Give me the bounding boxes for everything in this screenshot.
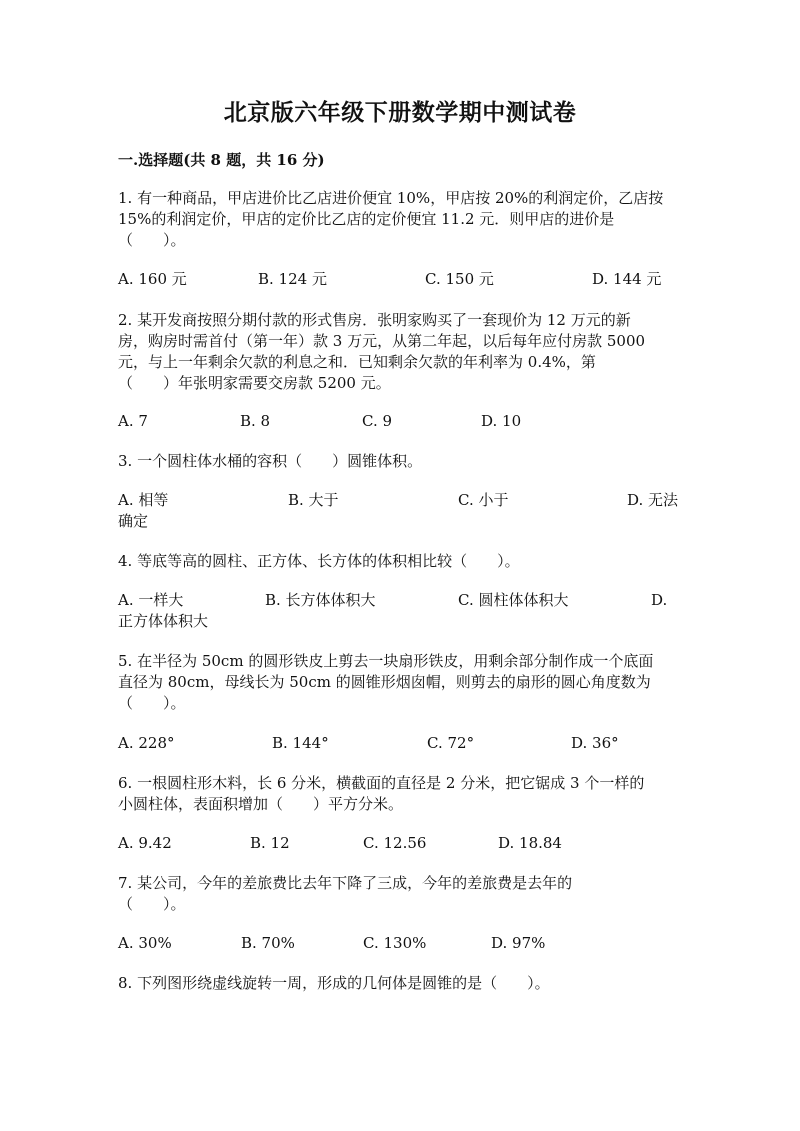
option-b[interactable]: B. 12 — [250, 834, 290, 852]
option-c[interactable]: C. 72° — [427, 734, 475, 752]
option-d[interactable]: D. — [651, 591, 668, 609]
option-b[interactable]: B. 大于 — [288, 491, 339, 509]
option-d-continuation: 正方体体积大 — [118, 612, 209, 630]
section-heading: 一.选择题(共 8 题，共 16 分) — [118, 151, 325, 169]
option-a[interactable]: A. 7 — [118, 412, 148, 430]
option-c[interactable]: C. 130% — [363, 934, 427, 952]
option-a[interactable]: A. 228° — [118, 734, 175, 752]
question-7-options — [118, 933, 678, 975]
question-6-options — [118, 833, 678, 875]
question-3-stem: 3. 一个圆柱体水桶的容积（ ）圆锥体积。 — [118, 452, 423, 470]
option-d-continuation: 确定 — [118, 512, 149, 530]
option-a[interactable]: A. 一样大 — [118, 591, 184, 609]
option-b[interactable]: B. 144° — [272, 734, 329, 752]
question-7-stem: 7. 某公司，今年的差旅费比去年下降了三成，今年的差旅费是去年的 （ ）。 — [118, 874, 573, 913]
question-4-stem: 4. 等底等高的圆柱、正方体、长方体的体积相比较（ ）。 — [118, 552, 520, 570]
option-c[interactable]: C. 12.56 — [363, 834, 427, 852]
option-b[interactable]: B. 70% — [241, 934, 295, 952]
question-1-stem: 1. 有一种商品，甲店进价比乙店进价便宜 10%，甲店按 20%的利润定价，乙店按 15%的利润定价，甲店的定价比乙店的定价便宜 11.2 元．则甲店的进价是 （ ）。 — [118, 189, 664, 249]
question-5-stem: 5. 在半径为 50cm 的圆形铁皮上剪去一块扇形铁皮，用剩余部分制作成一个底面 直径为 80cm，母线长为 50cm 的圆锥形烟囱帽，则剪去的扇形的圆心角度数为 （ ）。 — [118, 652, 654, 712]
option-a[interactable]: A. 相等 — [118, 491, 169, 509]
question-2-stem: 2. 某开发商按照分期付款的形式售房．张明家购买了一套现价为 12 万元的新 房，购房时需首付（第一年）款 3 万元，从第二年起，以后每年应付房款 5000 元，与上一年剩余欠款的利息之和．已知剩余欠款的年利率为 0.4%，第 （ ）年张明家需要交房款 5200 元。 — [118, 311, 646, 392]
question-8-stem: 8. 下列图形绕虚线旋转一周，形成的几何体是圆锥的是（ ）。 — [118, 974, 550, 992]
question-4-options — [118, 590, 678, 632]
option-c[interactable]: C. 小于 — [458, 491, 509, 509]
question-5-options — [118, 733, 678, 775]
option-d[interactable]: D. 18.84 — [498, 834, 562, 852]
question-2-options — [118, 411, 678, 453]
option-d[interactable]: D. 无法 — [627, 491, 679, 509]
option-d[interactable]: D. 36° — [571, 734, 619, 752]
question-6-stem: 6. 一根圆柱形木料，长 6 分米，横截面的直径是 2 分米，把它锯成 3 个一样的 小圆柱体，表面积增加（ ）平方分米。 — [118, 774, 645, 813]
option-c[interactable]: C. 150 元 — [425, 270, 494, 288]
option-d[interactable]: D. 144 元 — [592, 270, 662, 288]
exam-title: 北京版六年级下册数学期中测试卷 — [223, 99, 577, 126]
option-b[interactable]: B. 长方体体积大 — [265, 591, 376, 609]
question-1-options — [118, 269, 678, 311]
option-c[interactable]: C. 9 — [362, 412, 393, 430]
option-d[interactable]: D. 10 — [481, 412, 522, 430]
option-a[interactable]: A. 30% — [118, 934, 172, 952]
option-a[interactable]: A. 9.42 — [118, 834, 172, 852]
option-b[interactable]: B. 8 — [240, 412, 271, 430]
option-c[interactable]: C. 圆柱体体积大 — [458, 591, 569, 609]
question-3-options — [118, 490, 678, 532]
option-b[interactable]: B. 124 元 — [258, 270, 327, 288]
option-d[interactable]: D. 97% — [491, 934, 546, 952]
option-a[interactable]: A. 160 元 — [118, 270, 187, 288]
